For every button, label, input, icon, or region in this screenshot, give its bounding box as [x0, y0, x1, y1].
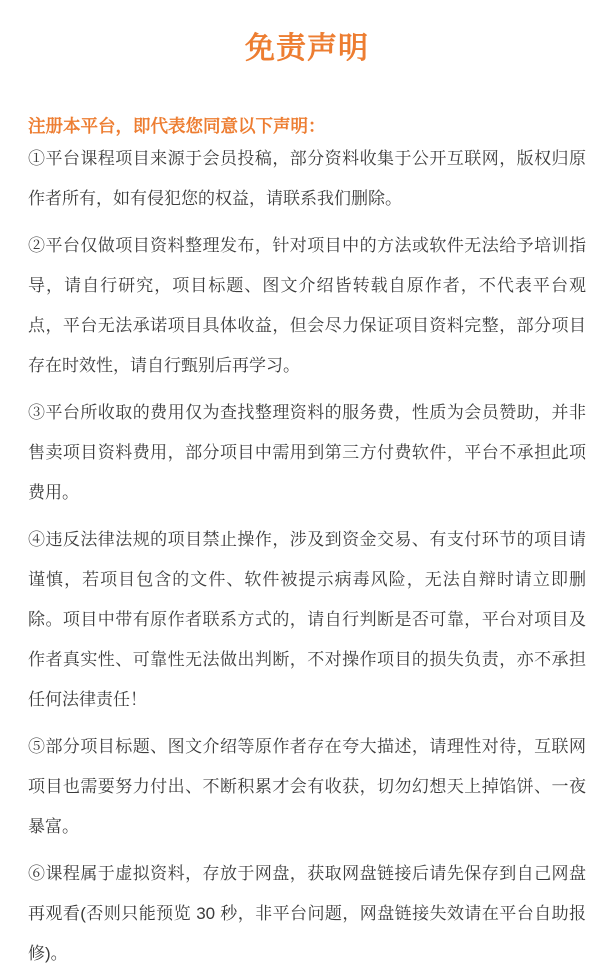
disclaimer-paragraph-6: ⑥课程属于虚拟资料，存放于网盘，获取网盘链接后请先保存到自己网盘再观看(否则只能预览 30 秒，非平台问题，网盘链接失效请在平台自助报修)。	[28, 864, 586, 963]
disclaimer-paragraph-3: ③平台所收取的费用仅为查找整理资料的服务费，性质为会员赞助，并非售卖项目资料费用，部分项目中需用到第三方付费软件，平台不承担此项费用。	[28, 403, 586, 502]
intro-statement: 注册本平台，即代表您同意以下声明：	[28, 116, 326, 136]
disclaimer-paragraph-4: ④违反法律法规的项目禁止操作，涉及到资金交易、有支付环节的项目请谨慎，若项目包含的文件、软件被提示病毒风险，无法自辩时请立即删除。项目中带有原作者联系方式的，请自行判断是否可靠，平台对项目及作者真实性、可靠性无法做出判断，不对操作项目的损失负责，亦不承担任何法律责任！	[28, 530, 586, 709]
disclaimer-paragraph-1: ①平台课程项目来源于会员投稿，部分资料收集于公开互联网，版权归原作者所有，如有侵犯您的权益，请联系我们删除。	[28, 149, 586, 208]
disclaimer-paragraph-5: ⑤部分项目标题、图文介绍等原作者存在夸大描述，请理性对待，互联网项目也需要努力付出、不断积累才会有收获，切勿幻想天上掉馅饼、一夜暴富。	[28, 737, 586, 836]
disclaimer-paragraph-2: ②平台仅做项目资料整理发布，针对项目中的方法或软件无法给予培训指导，请自行研究，项目标题、图文介绍皆转载自原作者，不代表平台观点，平台无法承诺项目具体收益，但会尽力保证项目资料完整，部分项目存在时效性，请自行甄别后再学习。	[28, 236, 586, 375]
page-title: 免责声明	[245, 32, 369, 65]
disclaimer-document	[0, 30, 613, 963]
